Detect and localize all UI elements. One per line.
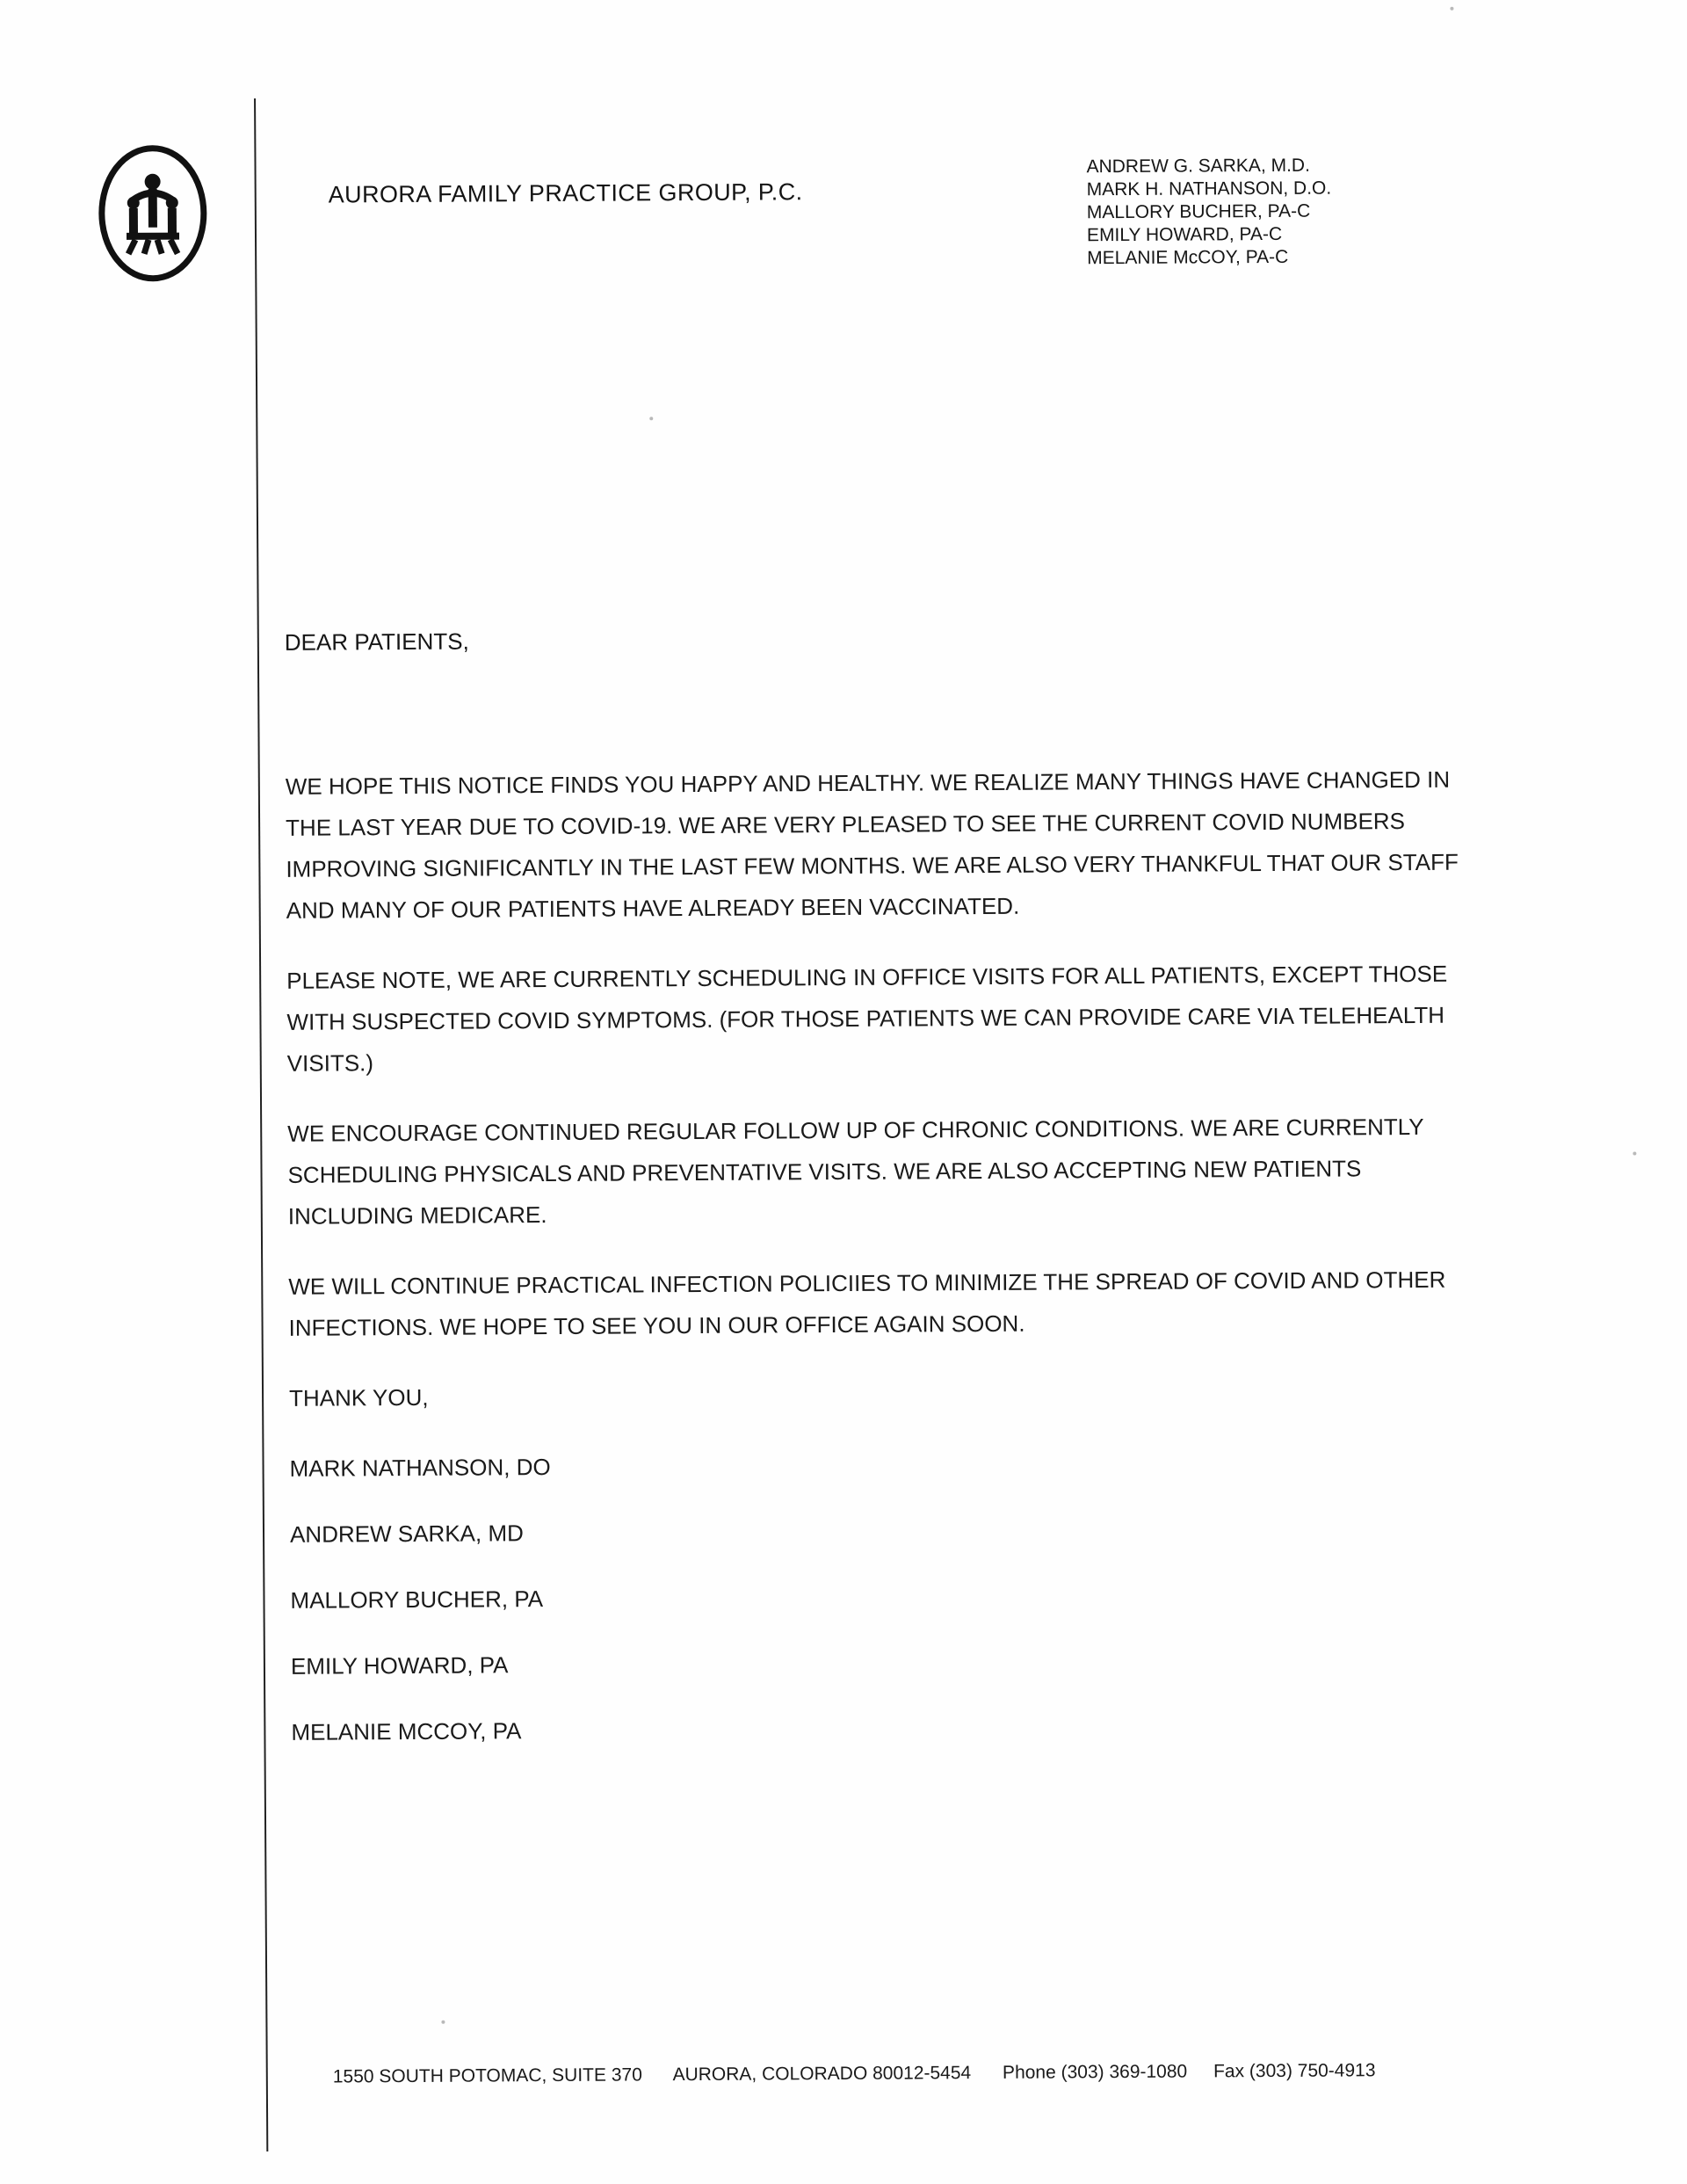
provider-name: MALLORY BUCHER, PA-C [1086,200,1311,223]
provider-list [1086,155,1331,271]
provider-name: MARK H. NATHANSON, D.O. [1086,178,1332,200]
scan-speck [1633,1151,1636,1155]
paragraph-2: PLEASE NOTE, WE ARE CURRENTLY SCHEDULING IN OFFICE VISITS FOR ALL PATIENTS, EXCEPT THOSE WITH SUSPECTED COVID SYMPTOMS. (FOR THOSE PATIENTS WE CAN PROVIDE CARE VIA TELEHEALTH VISITS.) [286,960,1448,1077]
provider-name: MELANIE McCOY, PA-C [1087,246,1289,269]
footer-contact-line [333,2060,1376,2087]
scan-speck [649,417,653,420]
paragraph-1: WE HOPE THIS NOTICE FINDS YOU HAPPY AND HEALTHY. WE REALIZE MANY THINGS HAVE CHANGED IN THE LAST YEAR DUE TO COVID-19. WE ARE VERY PLEASED TO SEE THE CURRENT COVID NUMBERS IMPROVING SIGNIFICANTLY IN THE LAST FEW MONTHS. WE ARE ALSO VERY THANKFUL THAT OUR STAFF AND MANY OF OUR PATIENTS HAVE ALREADY BEEN VACCINATED. [285,765,1459,924]
left-margin-rule [254,98,268,2151]
footer-address: 1550 SOUTH POTOMAC, SUITE 370 [332,2064,642,2087]
signature-name: MARK NATHANSON, DO [289,1454,551,1482]
scan-speck [441,2021,445,2024]
paragraph-4: WE WILL CONTINUE PRACTICAL INFECTION POLICIIES TO MINIMIZE THE SPREAD OF COVID AND OTHER INFECTIONS. WE HOPE TO SEE YOU IN OUR OFFICE AGAIN SOON. [288,1266,1446,1341]
signature-name: MALLORY BUCHER, PA [290,1585,544,1614]
practice-logo [92,139,213,287]
footer-fax: Fax (303) 750-4913 [1213,2060,1376,2082]
scan-speck [1450,7,1453,11]
family-figures-icon [92,139,213,287]
footer-city-state-zip: AURORA, COLORADO 80012-5454 [672,2063,972,2086]
letter-body [286,759,1473,1778]
signature-name: ANDREW SARKA, MD [289,1520,524,1548]
salutation: DEAR PATIENTS, [284,628,469,656]
practice-name: AURORA FAMILY PRACTICE GROUP, P.C. [328,178,803,208]
provider-name: ANDREW G. SARKA, M.D. [1086,155,1310,178]
provider-name: EMILY HOWARD, PA-C [1086,223,1283,246]
paragraph-3: WE ENCOURAGE CONTINUED REGULAR FOLLOW UP OF CHRONIC CONDITIONS. WE ARE CURRENTLY SCHEDULING PHYSICALS AND PREVENTATIVE VISITS. WE ARE ALSO ACCEPTING NEW PATIENTS INCLUDING MEDICARE. [287,1113,1424,1230]
footer-phone: Phone (303) 369-1080 [1002,2061,1188,2083]
closing: THANK YOU, [288,1383,429,1411]
signature-name: MELANIE MCCOY, PA [291,1717,522,1745]
signature-name: EMILY HOWARD, PA [290,1651,509,1680]
